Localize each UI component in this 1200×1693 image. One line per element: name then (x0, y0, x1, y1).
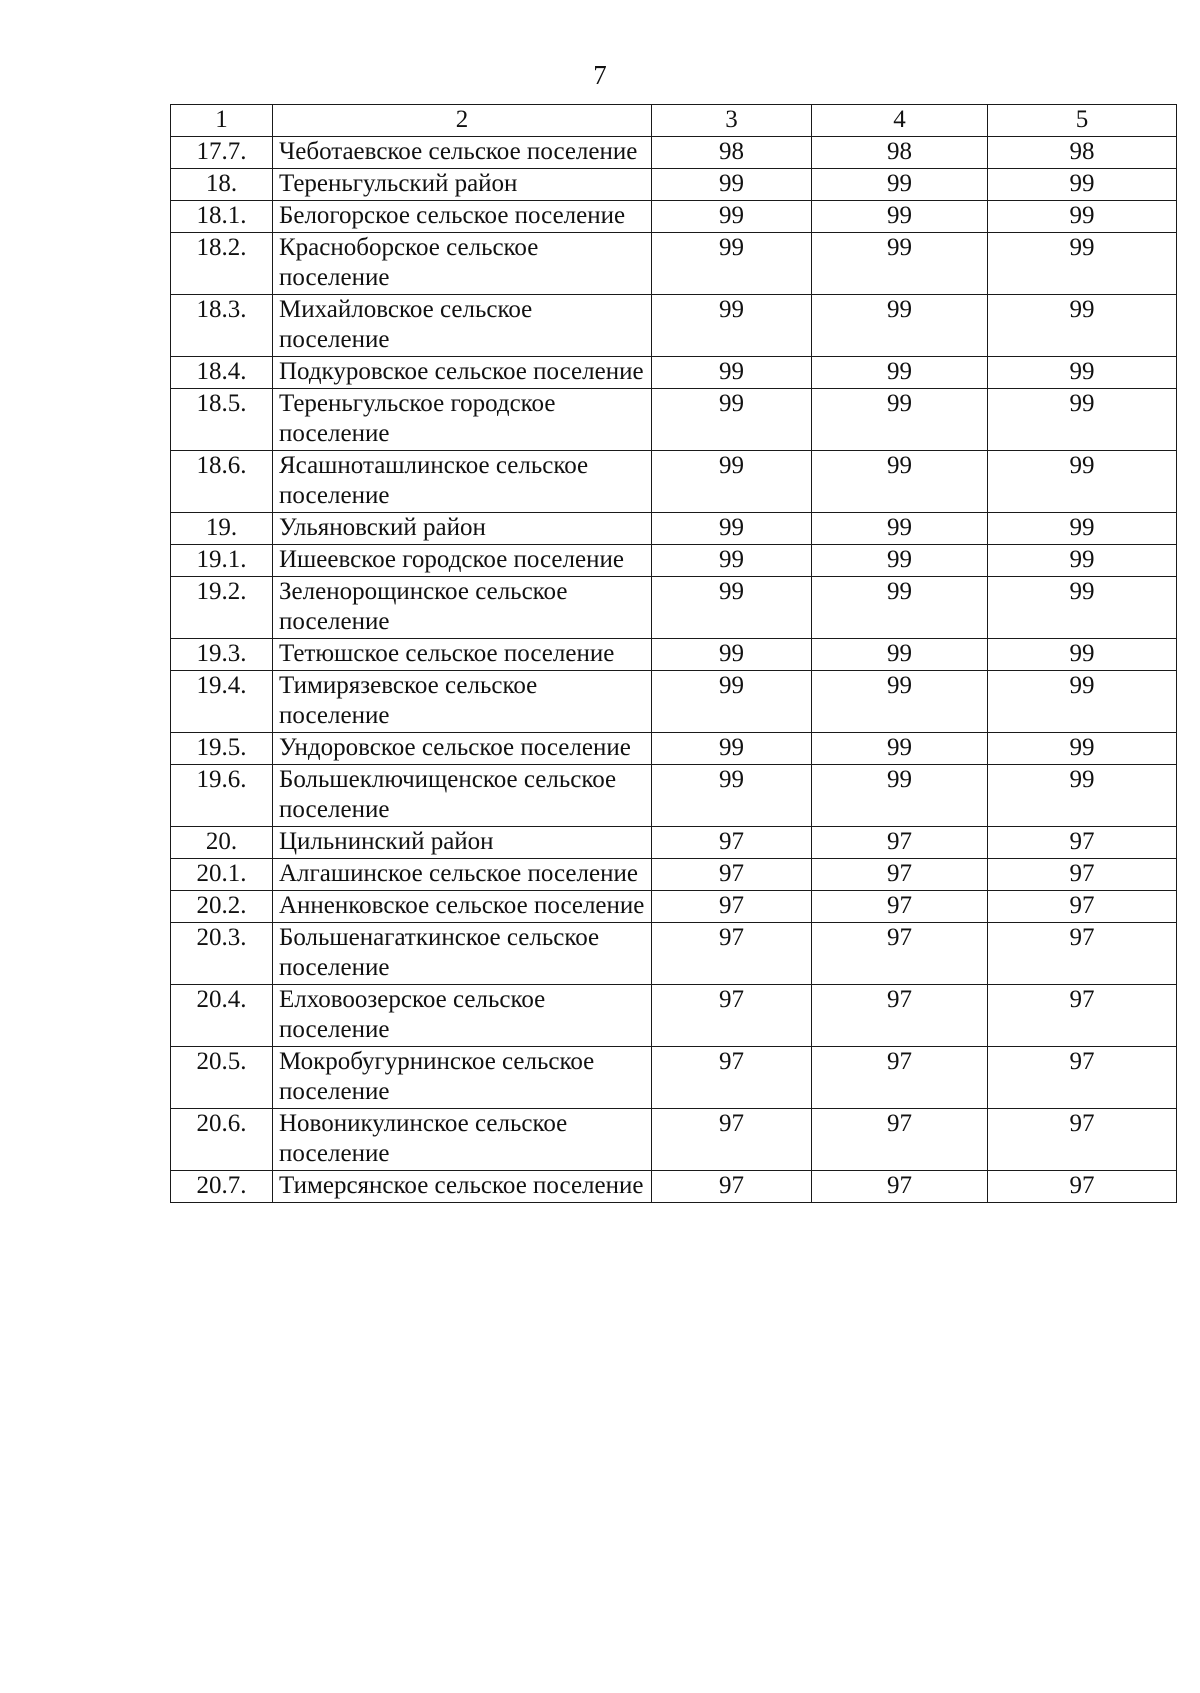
value-col3-cell: 97 (652, 923, 812, 985)
value-col5-cell: 99 (988, 733, 1177, 765)
row-number-cell: 18.1. (171, 201, 273, 233)
table-row (171, 733, 1177, 765)
value-col5-cell: 97 (988, 985, 1177, 1047)
settlement-name-cell: Алгашинское сельское поселение (273, 859, 652, 891)
value-col3-cell: 99 (652, 233, 812, 295)
value-col4-cell: 97 (812, 985, 988, 1047)
value-col5-cell: 99 (988, 169, 1177, 201)
value-col4-cell: 99 (812, 451, 988, 513)
settlement-name-cell: Цильнинский район (273, 827, 652, 859)
row-number-cell: 19.6. (171, 765, 273, 827)
value-col3-cell: 97 (652, 985, 812, 1047)
row-number-cell: 20.7. (171, 1171, 273, 1203)
row-number-cell: 20.5. (171, 1047, 273, 1109)
row-number-cell: 19.5. (171, 733, 273, 765)
table-row (171, 201, 1177, 233)
data-table (170, 104, 1177, 1203)
row-number-cell: 19.4. (171, 671, 273, 733)
value-col3-cell: 99 (652, 451, 812, 513)
value-col4-cell: 97 (812, 891, 988, 923)
value-col3-cell: 99 (652, 671, 812, 733)
value-col4-cell: 97 (812, 1047, 988, 1109)
settlement-name-cell: Тимирязевское сельское поселение (273, 671, 652, 733)
row-number-cell: 18.6. (171, 451, 273, 513)
settlement-name-cell: Елховоозерское сельское поселение (273, 985, 652, 1047)
table-row (171, 1171, 1177, 1203)
row-number-cell: 20.4. (171, 985, 273, 1047)
page-number: 7 (593, 60, 607, 90)
value-col5-cell: 99 (988, 671, 1177, 733)
value-col5-cell: 99 (988, 513, 1177, 545)
value-col3-cell: 97 (652, 859, 812, 891)
value-col3-cell: 97 (652, 1171, 812, 1203)
table-row (171, 923, 1177, 985)
table-row (171, 985, 1177, 1047)
table-row (171, 545, 1177, 577)
table-row (171, 1109, 1177, 1171)
row-number-cell: 18.2. (171, 233, 273, 295)
row-number-cell: 18.4. (171, 357, 273, 389)
row-number-cell: 20.3. (171, 923, 273, 985)
value-col5-cell: 97 (988, 1047, 1177, 1109)
settlement-name-cell: Ясашноташлинское сельское поселение (273, 451, 652, 513)
row-number-cell: 20.6. (171, 1109, 273, 1171)
value-col4-cell: 99 (812, 295, 988, 357)
table-body (171, 105, 1177, 1203)
settlement-name-cell: Большеключищенское сельское поселение (273, 765, 652, 827)
value-col4-cell: 98 (812, 137, 988, 169)
value-col4-cell: 99 (812, 357, 988, 389)
row-number-cell: 19.1. (171, 545, 273, 577)
value-col5-cell: 97 (988, 923, 1177, 985)
settlement-name-cell: Белогорское сельское поселение (273, 201, 652, 233)
table-row (171, 1047, 1177, 1109)
table-row (171, 827, 1177, 859)
row-number-cell: 18. (171, 169, 273, 201)
row-number-cell: 20.1. (171, 859, 273, 891)
settlement-name-cell: Тимерсянское сельское поселение (273, 1171, 652, 1203)
value-col3-cell: 99 (652, 201, 812, 233)
settlement-name-cell: Тетюшское сельское поселение (273, 639, 652, 671)
value-col4-cell: 99 (812, 639, 988, 671)
column-header: 5 (988, 105, 1177, 137)
table-row (171, 357, 1177, 389)
table-row (171, 295, 1177, 357)
value-col3-cell: 99 (652, 389, 812, 451)
settlement-name-cell: Мокробугурнинское сельское поселение (273, 1047, 652, 1109)
settlement-name-cell: Ишеевское городское поселение (273, 545, 652, 577)
value-col5-cell: 99 (988, 201, 1177, 233)
column-header: 4 (812, 105, 988, 137)
value-col3-cell: 99 (652, 169, 812, 201)
value-col5-cell: 99 (988, 765, 1177, 827)
value-col3-cell: 99 (652, 357, 812, 389)
row-number-cell: 20. (171, 827, 273, 859)
settlement-name-cell: Красноборское сельское поселение (273, 233, 652, 295)
value-col5-cell: 97 (988, 859, 1177, 891)
row-number-cell: 19. (171, 513, 273, 545)
value-col3-cell: 98 (652, 137, 812, 169)
table-row (171, 639, 1177, 671)
value-col3-cell: 99 (652, 765, 812, 827)
column-header: 1 (171, 105, 273, 137)
row-number-cell: 19.2. (171, 577, 273, 639)
row-number-cell: 19.3. (171, 639, 273, 671)
value-col3-cell: 97 (652, 1109, 812, 1171)
row-number-cell: 18.5. (171, 389, 273, 451)
table-row (171, 513, 1177, 545)
value-col3-cell: 99 (652, 513, 812, 545)
value-col5-cell: 97 (988, 827, 1177, 859)
settlement-name-cell: Ундоровское сельское поселение (273, 733, 652, 765)
settlement-name-cell: Зеленорощинское сельское поселение (273, 577, 652, 639)
value-col4-cell: 99 (812, 577, 988, 639)
table-row (171, 859, 1177, 891)
value-col3-cell: 99 (652, 733, 812, 765)
value-col4-cell: 97 (812, 1109, 988, 1171)
value-col4-cell: 99 (812, 765, 988, 827)
value-col4-cell: 99 (812, 169, 988, 201)
settlement-name-cell: Анненковское сельское поселение (273, 891, 652, 923)
value-col5-cell: 99 (988, 389, 1177, 451)
value-col5-cell: 97 (988, 1109, 1177, 1171)
column-header: 2 (273, 105, 652, 137)
value-col5-cell: 97 (988, 891, 1177, 923)
table-row (171, 577, 1177, 639)
value-col5-cell: 99 (988, 357, 1177, 389)
value-col3-cell: 99 (652, 295, 812, 357)
table-row (171, 671, 1177, 733)
value-col3-cell: 97 (652, 1047, 812, 1109)
table-row (171, 169, 1177, 201)
value-col3-cell: 99 (652, 639, 812, 671)
settlement-name-cell: Большенагаткинское сельское поселение (273, 923, 652, 985)
value-col4-cell: 99 (812, 389, 988, 451)
settlement-name-cell: Тереньгульский район (273, 169, 652, 201)
table-row (171, 451, 1177, 513)
table-row (171, 891, 1177, 923)
column-header: 3 (652, 105, 812, 137)
value-col4-cell: 99 (812, 671, 988, 733)
value-col3-cell: 99 (652, 577, 812, 639)
table-row (171, 389, 1177, 451)
value-col3-cell: 99 (652, 545, 812, 577)
value-col4-cell: 99 (812, 545, 988, 577)
value-col4-cell: 99 (812, 233, 988, 295)
row-number-cell: 17.7. (171, 137, 273, 169)
value-col5-cell: 99 (988, 233, 1177, 295)
table-row (171, 137, 1177, 169)
settlement-name-cell: Новоникулинское сельское поселение (273, 1109, 652, 1171)
value-col4-cell: 99 (812, 733, 988, 765)
value-col5-cell: 99 (988, 639, 1177, 671)
value-col3-cell: 97 (652, 891, 812, 923)
value-col5-cell: 99 (988, 577, 1177, 639)
row-number-cell: 20.2. (171, 891, 273, 923)
value-col4-cell: 97 (812, 859, 988, 891)
settlement-name-cell: Чеботаевское сельское поселение (273, 137, 652, 169)
table-row (171, 233, 1177, 295)
value-col3-cell: 97 (652, 827, 812, 859)
value-col5-cell: 99 (988, 545, 1177, 577)
settlement-name-cell: Ульяновский район (273, 513, 652, 545)
value-col4-cell: 99 (812, 201, 988, 233)
table-row (171, 765, 1177, 827)
data-table-container (170, 104, 1176, 1203)
settlement-name-cell: Тереньгульское городское поселение (273, 389, 652, 451)
value-col4-cell: 99 (812, 513, 988, 545)
value-col4-cell: 97 (812, 1171, 988, 1203)
value-col4-cell: 97 (812, 827, 988, 859)
value-col4-cell: 97 (812, 923, 988, 985)
settlement-name-cell: Подкуровское сельское поселение (273, 357, 652, 389)
row-number-cell: 18.3. (171, 295, 273, 357)
settlement-name-cell: Михайловское сельское поселение (273, 295, 652, 357)
value-col5-cell: 97 (988, 1171, 1177, 1203)
value-col5-cell: 99 (988, 295, 1177, 357)
header-row (171, 105, 1177, 137)
value-col5-cell: 98 (988, 137, 1177, 169)
value-col5-cell: 99 (988, 451, 1177, 513)
